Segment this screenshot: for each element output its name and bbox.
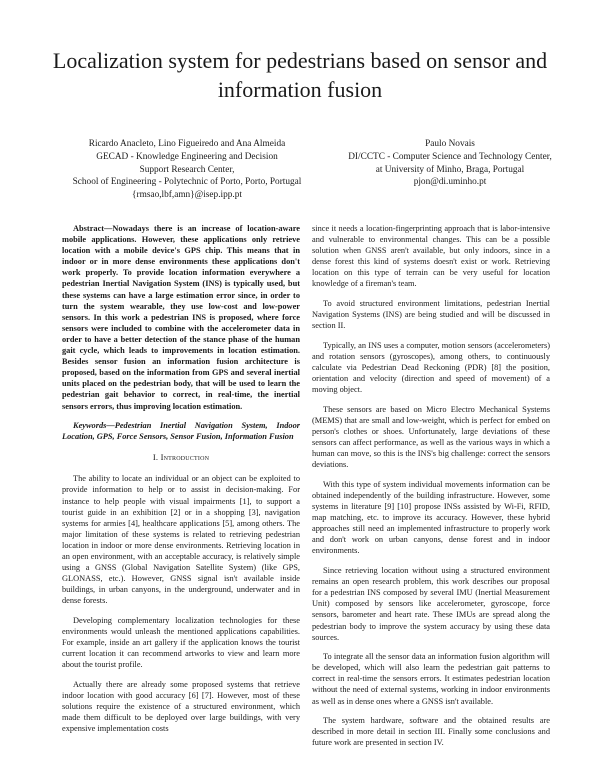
author-email: pjon@di.uminho.pt: [413, 177, 487, 188]
body-paragraph: With this type of system individual movements information can be obtained independently of the building infrastructure. However, some systems in literature [9] [10] propose INSs assisted by Wi-Fi, RFID, map matching, etc. to improve its accuracy. However, these hybrid approaches still need an implemented infrastructure to properly work and don't work on urban canyons, dense forest and in indoor environments.: [312, 479, 550, 556]
body-paragraph: Developing complementary localization technologies for these environments would unleash the mentioned applications capabilities. For example, inside an art gallery if the application knows the tourist current location it can recommend artworks to view and learn more about the tourist profile.: [62, 616, 300, 670]
author-affiliation: GECAD - Knowledge Engineering and Decision: [96, 151, 278, 162]
author-affiliation: DI/CCTC - Computer Science and Technology Center,: [348, 151, 552, 162]
author-affiliation: Support Research Center,: [139, 164, 235, 175]
body-paragraph: Typically, an INS uses a computer, motion sensors (accelerometers) and rotation sensors (gyroscopes), among others, to continuously calculate via Pedestrian Dead Reckoning (PDR) [8] the position, orientation and velocity (direction and speed of movement) of a moving object.: [312, 340, 550, 395]
right-column: [312, 223, 550, 757]
body-paragraph: To integrate all the sensor data an information fusion algorithm will be developed, which will also learn the pedestrian gait patterns to correct in real-time the sensors errors. It estimates pedestrian location without the need of external systems, working in indoor environments as well as in dense ones where a GNSS isn't available.: [312, 652, 550, 706]
keywords: Keywords—Pedestrian Inertial Navigation System, Indoor Location, GPS, Force Sensors, Sensor Fusion, Information Fusion: [62, 421, 300, 442]
author-block-right: [330, 138, 570, 189]
body-paragraph: The system hardware, software and the obtained results are described in more detail in section III. Finally some conclusions and future work are presented in section IV.: [312, 716, 550, 748]
body-paragraph: Actually there are already some proposed systems that retrieve indoor location with good accuracy [6] [7]. However, most of these solutions require the existence of a structured environment, which made them difficult to be deployed over large buildings, with very expensive implementation costs: [62, 679, 300, 734]
left-column: [62, 223, 300, 743]
body-paragraph: since it needs a location-fingerprinting approach that is labor-intensive and vulnerable to environmental changes. This can be a possible solution when GNSS aren't available, but only indoors, since in a dense forest this kind of systems doesn't exist or work. Retrieving location on this type of terrain can be very useful for location knowledge of a fireman's team.: [312, 224, 550, 289]
body-paragraph: To avoid structured environment limitations, pedestrian Inertial Navigation Systems (INS) are being studied and will be discussed in section II.: [312, 299, 550, 331]
author-affiliation: School of Engineering - Polytechnic of Porto, Porto, Portugal: [72, 177, 302, 188]
body-paragraph: The ability to locate an individual or an object can be exploited to provide information to help or to assist in decision-making. For instance to help people with visual impairments [1], to support a tourist guide in an exhibition [2] or in a shopping [3], navigation systems for armies [4], healthcare applications [5], among others. The major limitation of these systems is related to retrieving pedestrian location in indoor or more dense environments. Retrieving location in an open environment, with an acceptable accuracy, is relatively simple using a GNSS (Global Navigation Satellite System) (like GPS, GLONASS, etc.). However, GNSS signal isn't available inside buildings, in urban canyons, in the underground, underwater and in dense forests.: [62, 474, 300, 606]
paper-title: Localization system for pedestrians based on sensor and information fusion: [52, 48, 548, 102]
body-paragraph: Since retrieving location without using a structured environment remains an open research problem, this work describes our proposal for a pedestrian INS composed by several IMU (Inertial Measurement Unit) composed by sensors like accelerometer, gyroscope, force sensors, barometer and heart rate. These IMUs are spread along the pedestrian body to improve the system accuracy by using these data sources.: [312, 566, 550, 642]
author-email: {rmsao,lbf,amn}@isep.ipp.pt: [132, 190, 242, 201]
author-block-left: [46, 138, 328, 202]
author-affiliation: at University of Minho, Braga, Portugal: [375, 164, 525, 175]
author-names: Ricardo Anacleto, Lino Figueiredo and Ana Almeida: [88, 139, 286, 149]
author-names: Paulo Novais: [425, 139, 475, 149]
abstract: Abstract—Nowadays there is an increase of location-aware mobile applications. However, these applications only retrieve location with a mobile device's GPS chip. This means that in indoor or in more dense environments these applications don't work properly. To provide location information everywhere a pedestrian Inertial Navigation System (INS) is typically used, but these systems can have a large estimation error since, in order to turn the system wearable, they use low-cost and low-power sensors. In this work a pedestrian INS is proposed, where force sensors were included to combine with the accelerometer data in order to have a better detection of the stance phase of the human gait cycle, which leads to improvements in location estimation. Besides sensor fusion an information fusion architecture is proposed, based on the information from GPS and several inertial units placed on the pedestrian body, that will be used to learn the pedestrian gait behavior to correct, in real-time, the inertial sensors errors, thus improving location estimation.: [62, 224, 300, 411]
section-heading: I. Introduction: [152, 452, 210, 463]
body-paragraph: These sensors are based on Micro Electro Mechanical Systems (MEMS) that are small and low-weight, which is perfect for embed on person's clothes or shoes. Unfortunately, large deviations of these sensors can affect performance, as well as the various ways in which a human can move, so this is the INS's big challenge: correct the sensors deviations.: [312, 404, 550, 470]
